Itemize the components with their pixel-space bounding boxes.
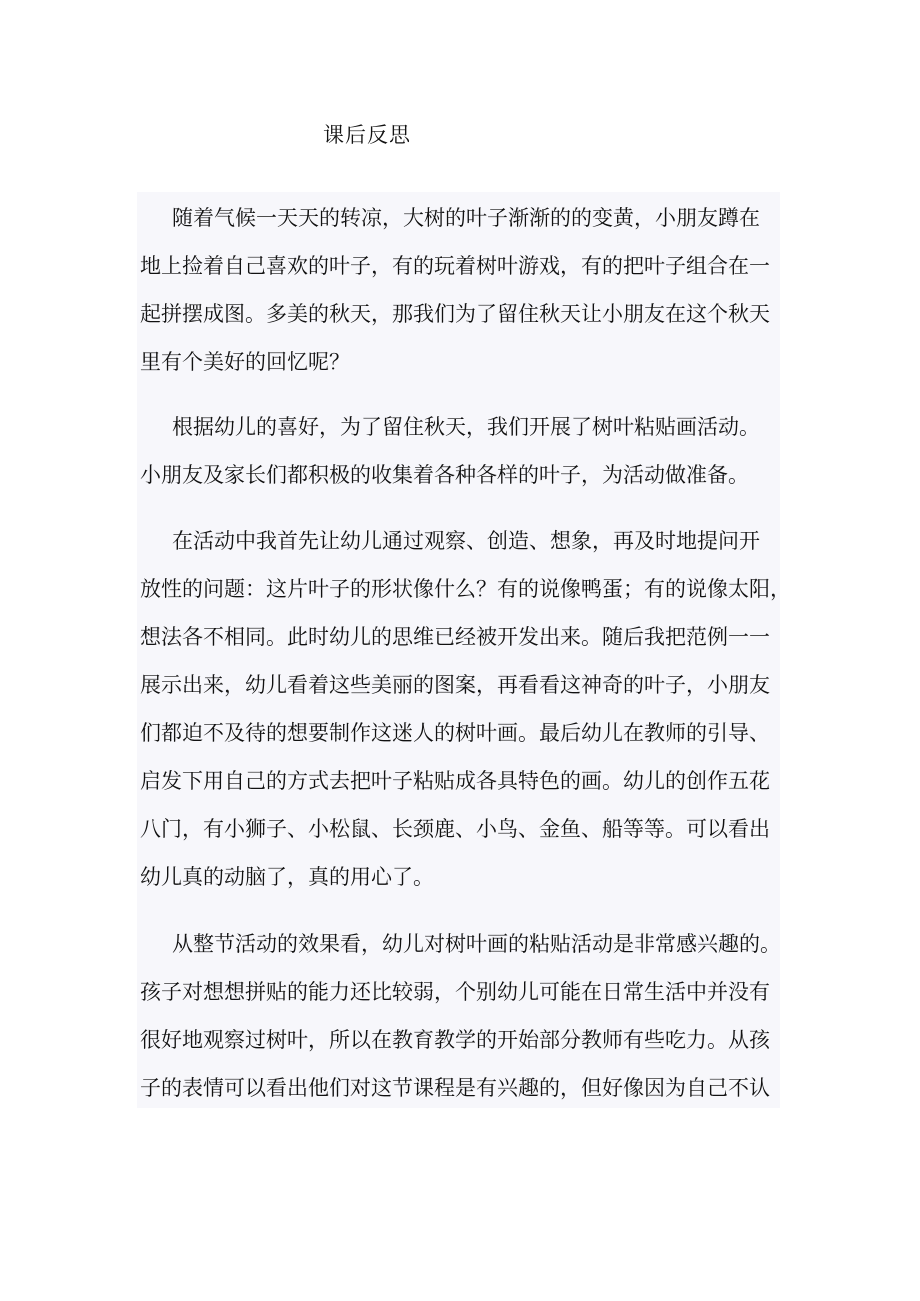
page-title: 课后反思 (323, 123, 411, 147)
paragraph-line: 放性的问题：这片叶子的形状像什么？有的说像鸭蛋；有的说像太阳， (140, 577, 791, 601)
paragraph-line: 很好地观察过树叶，所以在教育教学的开始部分教师有些吃力。从孩 (140, 1028, 770, 1052)
paragraph-line: 根据幼儿的喜好，为了留住秋天，我们开展了树叶粘贴画活动。 (172, 415, 760, 439)
paragraph-line: 启发下用自己的方式去把叶子粘贴成各具特色的画。幼儿的创作五花 (140, 769, 770, 793)
paragraph-line: 们都迫不及待的想要制作这迷人的树叶画。最后幼儿在教师的引导、 (140, 721, 770, 745)
paragraph-line: 展示出来，幼儿看着这些美丽的图案，再看看这神奇的叶子，小朋友 (140, 673, 770, 697)
paragraph-line: 在活动中我首先让幼儿通过观察、创造、想象，再及时地提问开 (172, 529, 760, 553)
paragraph-line: 小朋友及家长们都积极的收集着各种各样的叶子，为活动做准备。 (140, 463, 749, 487)
paragraph-line: 八门，有小狮子、小松鼠、长颈鹿、小鸟、金鱼、船等等。可以看出 (140, 817, 770, 841)
paragraph-line: 从整节活动的效果看，幼儿对树叶画的粘贴活动是非常感兴趣的。 (172, 932, 781, 956)
paragraph-line: 里有个美好的回忆呢？ (140, 350, 350, 374)
paragraph-line: 随着气候一天天的转凉，大树的叶子渐渐的的变黄，小朋友蹲在 (172, 206, 760, 230)
paragraph-line: 子的表情可以看出他们对这节课程是有兴趣的，但好像因为自己不认 (140, 1076, 770, 1100)
paragraph-line: 幼儿真的动脑了，真的用心了。 (140, 865, 434, 889)
paragraph-line: 起拼摆成图。多美的秋天，那我们为了留住秋天让小朋友在这个秋天 (140, 302, 770, 326)
paragraph-line: 地上捡着自己喜欢的叶子，有的玩着树叶游戏，有的把叶子组合在一 (140, 254, 770, 278)
body-text-block (137, 192, 791, 1108)
paragraph-line: 想法各不相同。此时幼儿的思维已经被开发出来。随后我把范例一一 (140, 625, 770, 649)
paragraph-line: 孩子对想想拼贴的能力还比较弱，个别幼儿可能在日常生活中并没有 (140, 980, 770, 1004)
